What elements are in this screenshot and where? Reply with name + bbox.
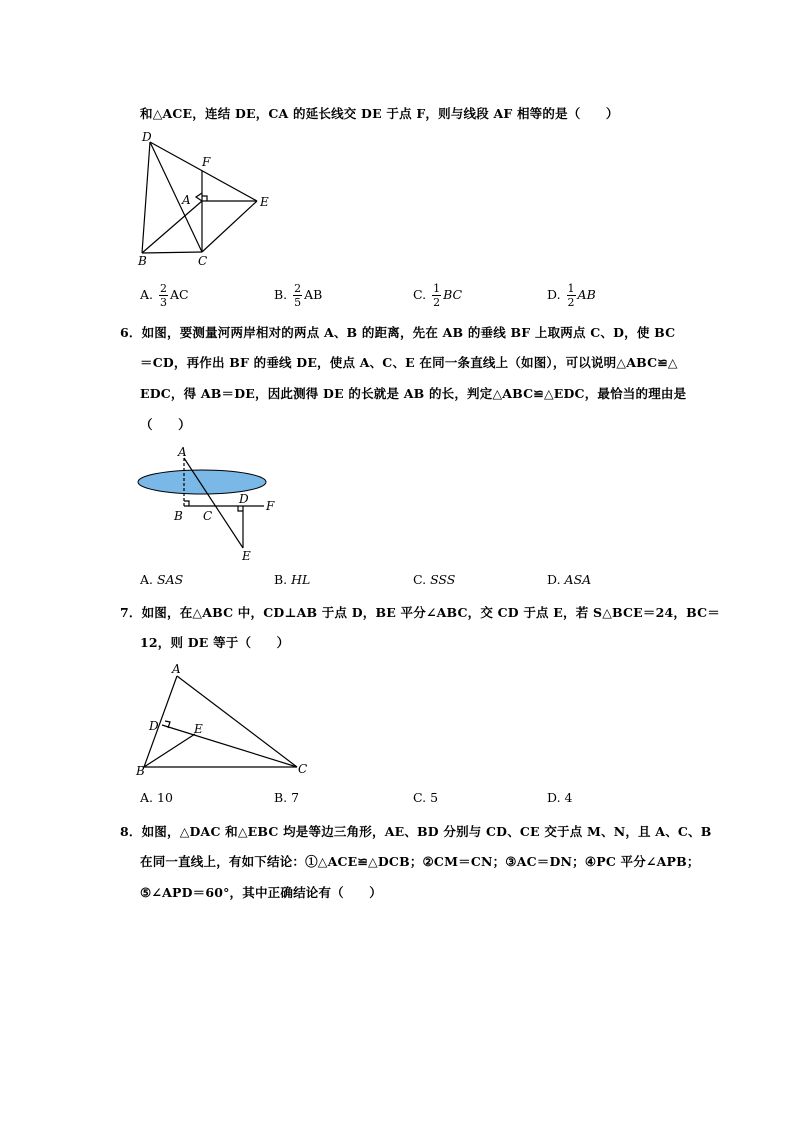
q6-option-c[interactable]: C. SSS [413, 572, 456, 587]
q6-label-B: B [174, 509, 183, 523]
q7-option-b[interactable]: B. 7 [274, 790, 300, 805]
q7-option-c[interactable]: C. 5 [413, 790, 439, 805]
q7-option-a[interactable]: A. 10 [140, 790, 173, 805]
q6-stem-line-2: ＝CD，再作出 BF 的垂线 DE，使点 A、C、E 在同一条直线上（如图），可以说明△ABC≌△ [140, 355, 678, 370]
q6-right-angle-D [238, 506, 243, 511]
q7-stem-line-1: 7．如图，在△ABC 中，CD⊥AB 于点 D，BE 平分∠ABC，交 CD 于点 E，若 S△BCE＝24，BC＝ [120, 605, 720, 620]
q5-label-B: B [138, 254, 147, 268]
q7-figure [132, 660, 317, 778]
q5-option-b[interactable]: B. $\frac{2}{5}$ AB [274, 282, 323, 309]
q6-figure [132, 440, 292, 562]
q5-segment-DE [150, 142, 257, 201]
q6-label-F: F [266, 499, 275, 513]
q5-option-d-fraction: $\frac{1}{2}$ [567, 282, 575, 309]
q5-option-c-fraction: $\frac{1}{2}$ [433, 282, 441, 309]
q7-label-A: A [172, 662, 181, 676]
q6-option-b[interactable]: B. HL [274, 572, 311, 587]
q6-option-d[interactable]: D. ASA [547, 572, 592, 587]
q6-stem-line-4: （ ） [140, 417, 191, 432]
q6-stem-line-1: 6．如图，要测量河两岸相对的两点 A、B 的距离，先在 AB 的垂线 BF 上取两点 C、D，使 BC [120, 325, 676, 340]
q5-angle-mark [196, 193, 202, 201]
q5-option-d[interactable]: D. $\frac{1}{2}$ AB [547, 282, 596, 309]
q5-option-a-fraction: $\frac{2}{3}$ [160, 282, 167, 309]
q5-label-D: D [142, 130, 152, 144]
q5-option-c[interactable]: C. $\frac{1}{2}$ BC [413, 282, 463, 309]
q8-stem-line-2: 在同一直线上，有如下结论：①△ACE≌△DCB；②CM＝CN；③AC＝DN；④PC 平分∠APB； [140, 854, 700, 869]
q7-stem-line-2: 12，则 DE 等于（ ） [140, 635, 290, 650]
q5-label-A: A [182, 193, 191, 207]
q7-segment-BE [144, 734, 195, 767]
q6-option-a[interactable]: A. SAS [140, 572, 184, 587]
q5-stem-line-1: 和△ACE，连结 DE，CA 的延长线交 DE 于点 F，则与线段 AF 相等的是（ ） [140, 106, 619, 121]
q5-segment-DB [142, 142, 150, 253]
q6-label-A: A [178, 445, 187, 459]
q5-option-a[interactable]: A. $\frac{2}{3}$ AC [140, 282, 189, 309]
q8-stem-line-1: 8．如图，△DAC 和△EBC 均是等边三角形，AE、BD 分别与 CD、CE 交于点 M、N，且 A、C、B [120, 824, 712, 839]
q7-label-B: B [136, 764, 145, 778]
q5-label-F: F [202, 155, 211, 169]
q5-right-angle-mark [202, 196, 207, 201]
q6-label-E: E [242, 549, 251, 562]
q6-right-angle-B [184, 501, 189, 506]
q5-segment-DC [150, 142, 202, 252]
q7-label-D: D [149, 719, 159, 733]
q7-option-d[interactable]: D. 4 [547, 790, 573, 805]
q7-label-E: E [194, 722, 203, 736]
q6-river [138, 470, 266, 494]
q5-segment-BA [142, 201, 202, 253]
q6-stem-line-3: EDC，得 AB＝DE，因此测得 DE 的长就是 AB 的长，判定△ABC≌△EDC，最恰当的理由是 [140, 386, 687, 401]
q7-segment-DC [162, 725, 297, 767]
q5-label-E: E [260, 195, 269, 209]
q5-figure [132, 128, 282, 268]
q5-option-b-fraction: $\frac{2}{5}$ [294, 282, 302, 309]
q5-label-C: C [198, 254, 208, 268]
q6-label-C: C [203, 509, 213, 523]
q7-label-C: C [298, 762, 308, 776]
q5-segment-CE [202, 201, 257, 252]
q5-segment-BC [142, 252, 202, 253]
q8-stem-line-3: ⑤∠APD＝60°，其中正确结论有（ ） [140, 885, 382, 900]
q6-label-D: D [239, 492, 249, 506]
